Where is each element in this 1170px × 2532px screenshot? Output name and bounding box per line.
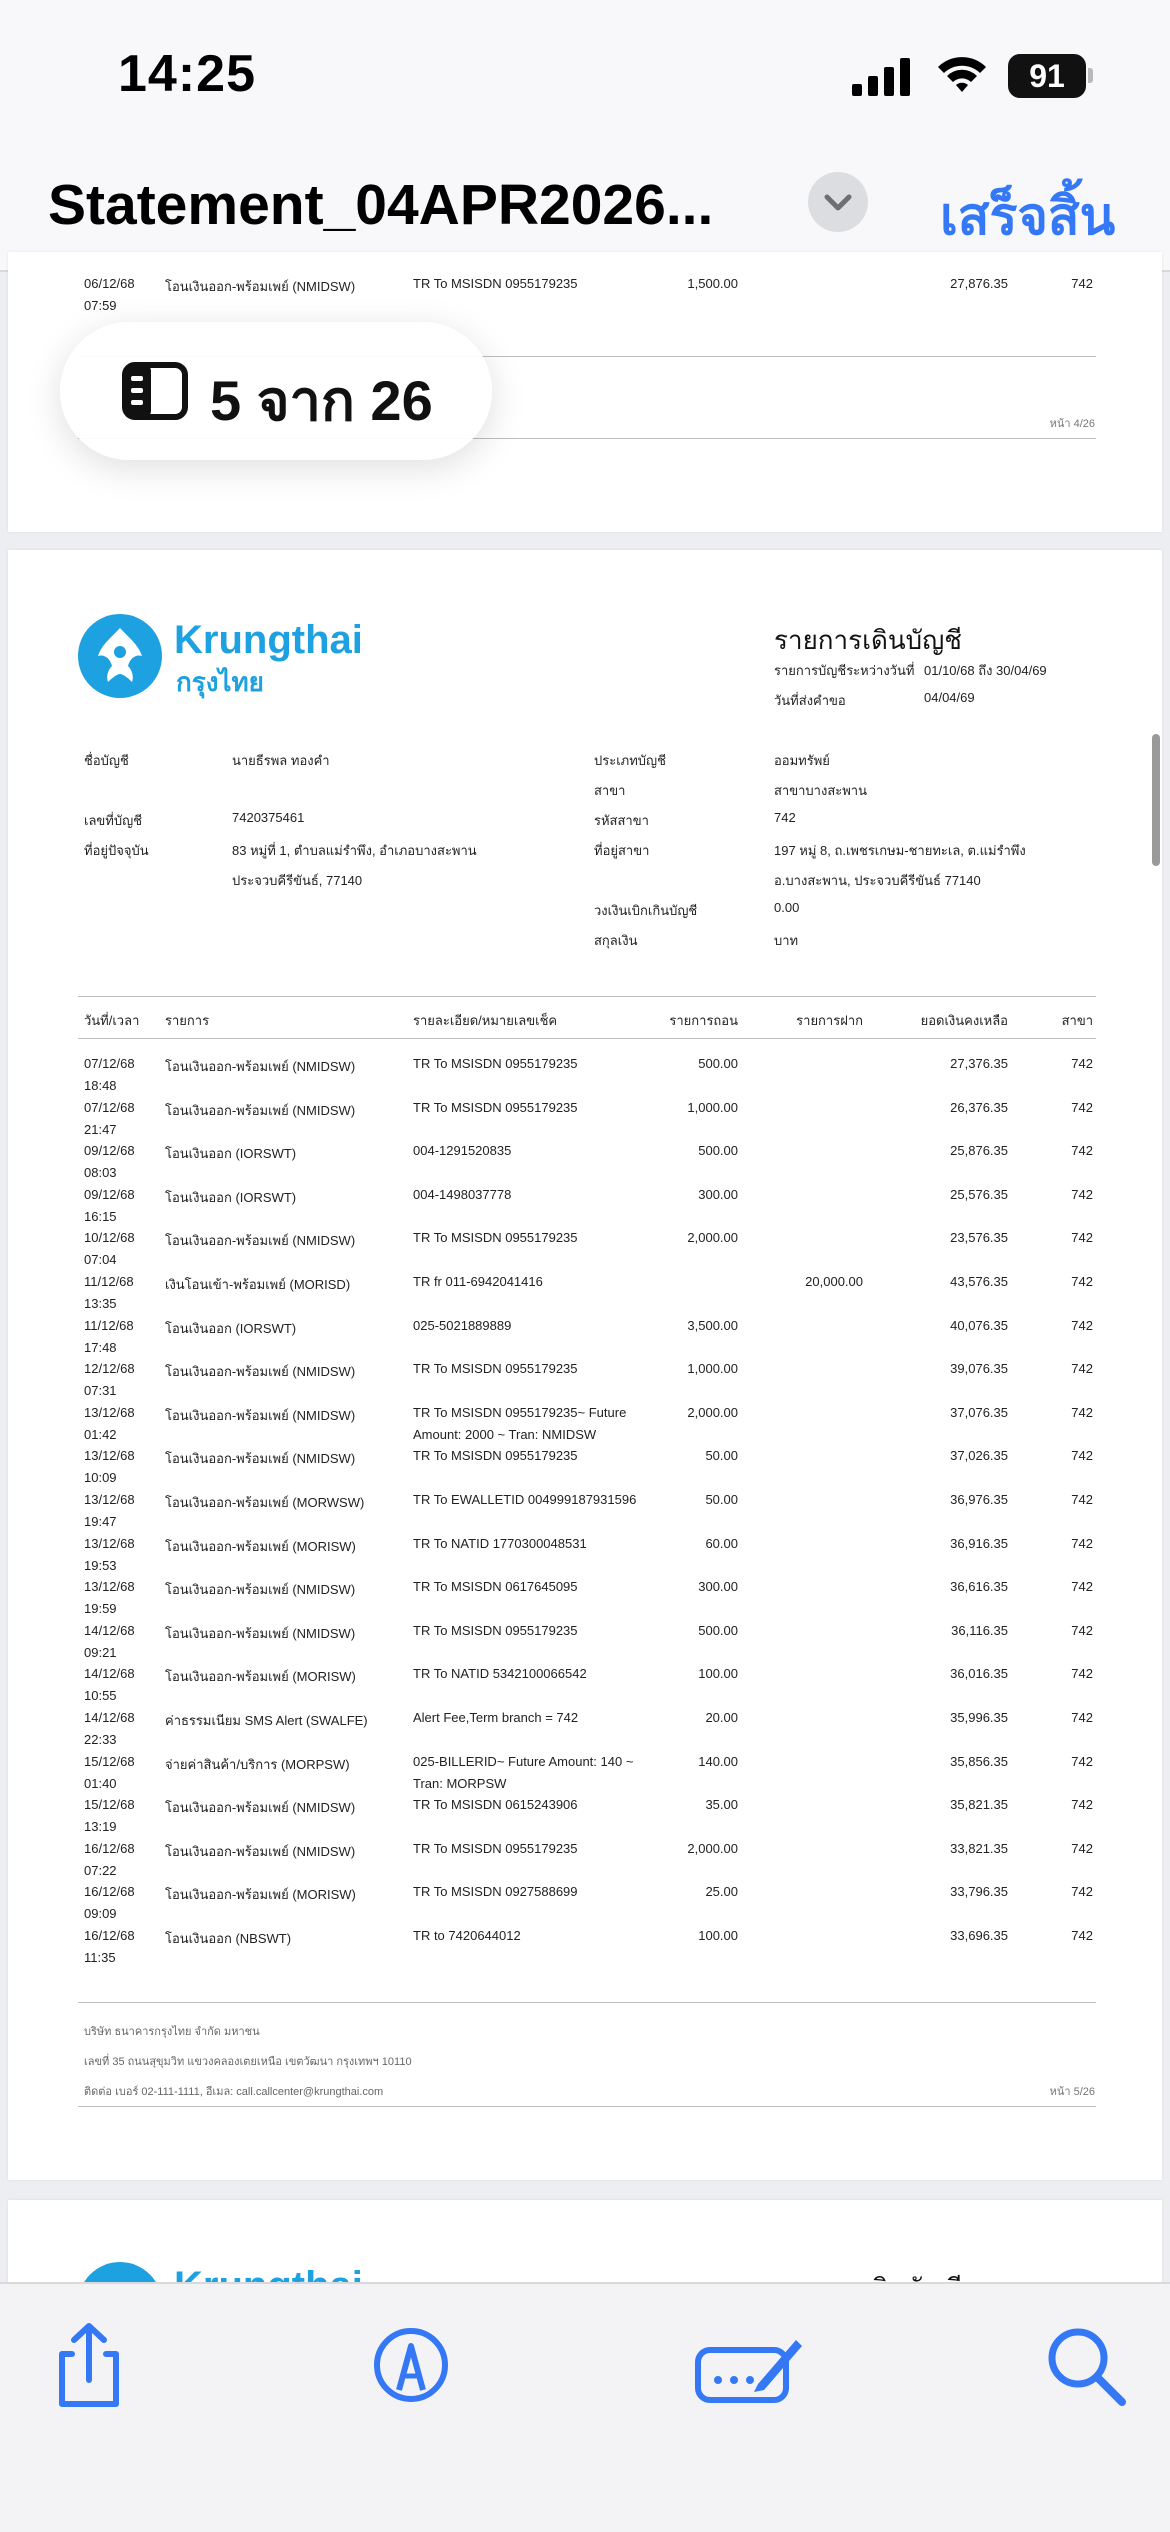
row-date: 09/12/68 — [84, 1187, 135, 1202]
row-type: โอนเงินออก-พร้อมเพย์ (MORISW) — [165, 1539, 356, 1554]
row-balance: 26,376.35 — [950, 1100, 1008, 1115]
info-value: นายธีรพล ทองคำ — [232, 753, 330, 768]
info-label: รหัสสาขา — [594, 813, 649, 828]
row-type: โอนเงินออก-พร้อมเพย์ (NMIDSW) — [165, 1800, 356, 1815]
row-withdraw: 20.00 — [705, 1710, 738, 1725]
prev-row-balance: 27,876.35 — [950, 276, 1008, 291]
page-counter-text: 5 จาก 26 — [210, 369, 433, 432]
period-label: รายการบัญชีระหว่างวันที่ — [774, 663, 915, 678]
info-label: ที่อยู่สาขา — [594, 843, 650, 858]
row-withdraw: 35.00 — [705, 1797, 738, 1812]
row-type: โอนเงินออก-พร้อมเพย์ (NMIDSW) — [165, 1103, 356, 1118]
row-detail: TR To MSISDN 0955179235 — [413, 1448, 578, 1463]
info-value: ออมทรัพย์ — [774, 753, 830, 768]
row-date: 16/12/68 — [84, 1841, 135, 1856]
footer-company: บริษัท ธนาคารกรุงไทย จำกัด มหาชน — [84, 2026, 260, 2038]
col-deposit: รายการฝาก — [796, 1013, 863, 1028]
row-type: โอนเงินออก-พร้อมเพย์ (MORISW) — [165, 1887, 356, 1902]
row-withdraw: 100.00 — [698, 1928, 738, 1943]
row-detail: TR To MSISDN 0955179235 — [413, 1841, 578, 1856]
sidebar-icon — [122, 362, 188, 420]
share-icon[interactable] — [44, 2320, 134, 2410]
info-value: 83 หมู่ที่ 1, ตำบลแม่รำพึง, อำเภอบางสะพาน — [232, 843, 477, 858]
row-branch: 742 — [1071, 1100, 1093, 1115]
row-type: โอนเงินออก-พร้อมเพย์ (NMIDSW) — [165, 1626, 356, 1641]
info-value: 742 — [774, 810, 796, 825]
row-type: โอนเงินออก-พร้อมเพย์ (NMIDSW) — [165, 1844, 356, 1859]
prev-row-time: 07:59 — [84, 298, 117, 313]
row-withdraw: 50.00 — [705, 1492, 738, 1507]
row-branch: 742 — [1071, 1623, 1093, 1638]
row-branch: 742 — [1071, 1579, 1093, 1594]
period-value: 01/10/68 ถึง 30/04/69 — [924, 663, 1047, 678]
signature-icon[interactable] — [694, 2320, 804, 2410]
row-type: โอนเงินออก-พร้อมเพย์ (NMIDSW) — [165, 1451, 356, 1466]
bottom-toolbar — [0, 2282, 1170, 2532]
info-label: ประเภทบัญชี — [594, 753, 666, 768]
row-withdraw: 140.00 — [698, 1754, 738, 1769]
row-balance: 25,876.35 — [950, 1143, 1008, 1158]
row-withdraw: 500.00 — [698, 1623, 738, 1638]
document-title[interactable]: Statement_04APR2026... — [48, 173, 714, 237]
row-date: 09/12/68 — [84, 1143, 135, 1158]
row-date: 15/12/68 — [84, 1797, 135, 1812]
row-withdraw: 3,500.00 — [687, 1318, 738, 1333]
chevron-down-icon — [808, 172, 868, 232]
row-withdraw: 1,000.00 — [687, 1361, 738, 1376]
row-branch: 742 — [1071, 1361, 1093, 1376]
row-branch: 742 — [1071, 1318, 1093, 1333]
row-type: โอนเงินออก-พร้อมเพย์ (NMIDSW) — [165, 1582, 356, 1597]
row-time: 16:15 — [84, 1209, 117, 1224]
col-type: รายการ — [165, 1013, 210, 1028]
row-balance: 23,576.35 — [950, 1230, 1008, 1245]
row-date: 11/12/68 — [84, 1318, 134, 1333]
row-balance: 36,976.35 — [950, 1492, 1008, 1507]
row-balance: 35,821.35 — [950, 1797, 1008, 1812]
row-type: ค่าธรรมเนียม SMS Alert (SWALFE) — [165, 1713, 368, 1728]
row-detail: TR To MSISDN 0955179235 — [413, 1230, 578, 1245]
row-date: 07/12/68 — [84, 1056, 135, 1071]
info-label: ที่อยู่ปัจจุบัน — [84, 843, 149, 858]
info-value: บาท — [774, 933, 799, 948]
row-balance: 35,996.35 — [950, 1710, 1008, 1725]
row-type: โอนเงินออก (IORSWT) — [165, 1321, 297, 1336]
prev-row-type: โอนเงินออก-พร้อมเพย์ (NMIDSW) — [165, 279, 356, 294]
row-detail: 004-1291520835 — [413, 1143, 512, 1158]
row-detail: TR To MSISDN 0615243906 — [413, 1797, 578, 1812]
footer-address: เลขที่ 35 ถนนสุขุมวิท แขวงคลองเตยเหนือ เขตวัฒนา กรุงเทพฯ 10110 — [84, 2056, 412, 2068]
row-detail-continued: Tran: MORPSW — [413, 1776, 507, 1791]
info-label: สกุลเงิน — [594, 933, 638, 948]
search-icon[interactable] — [1040, 2320, 1130, 2410]
row-withdraw: 500.00 — [698, 1056, 738, 1071]
row-time: 01:40 — [84, 1776, 117, 1791]
row-time: 19:59 — [84, 1601, 117, 1616]
row-branch: 742 — [1071, 1230, 1093, 1245]
row-time: 10:55 — [84, 1688, 117, 1703]
row-withdraw: 2,000.00 — [687, 1405, 738, 1420]
page-counter[interactable] — [60, 322, 492, 460]
row-type: โอนเงินออก (IORSWT) — [165, 1190, 297, 1205]
row-type: โอนเงินออก (NBSWT) — [165, 1931, 292, 1946]
row-balance: 36,016.35 — [950, 1666, 1008, 1681]
row-balance: 36,116.35 — [951, 1623, 1008, 1638]
row-detail: TR To NATID 5342100066542 — [413, 1666, 587, 1681]
info-value: 7420375461 — [232, 810, 305, 825]
krungthai-logo-icon — [78, 614, 162, 698]
row-withdraw: 50.00 — [705, 1448, 738, 1463]
row-detail: TR To MSISDN 0927588699 — [413, 1884, 578, 1899]
prev-row-branch: 742 — [1071, 276, 1093, 291]
row-balance: 39,076.35 — [950, 1361, 1008, 1376]
row-balance: 35,856.35 — [950, 1754, 1008, 1769]
row-balance: 37,026.35 — [950, 1448, 1008, 1463]
row-branch: 742 — [1071, 1492, 1093, 1507]
row-date: 07/12/68 — [84, 1100, 135, 1115]
row-date: 16/12/68 — [84, 1884, 135, 1899]
row-balance: 36,916.35 — [950, 1536, 1008, 1551]
page-number: หน้า 5/26 — [1049, 2086, 1095, 2098]
row-withdraw: 1,000.00 — [687, 1100, 738, 1115]
row-balance: 33,696.35 — [950, 1928, 1008, 1943]
status-time: 14:25 — [118, 45, 256, 103]
row-time: 13:35 — [84, 1296, 117, 1311]
prev-page-number: หน้า 4/26 — [1049, 418, 1095, 430]
bank-name-en: Krungthai — [174, 618, 363, 662]
row-type: เงินโอนเข้า-พร้อมเพย์ (MORISD) — [165, 1277, 351, 1292]
info-label: วงเงินเบิกเกินบัญชี — [594, 903, 698, 918]
row-balance: 33,821.35 — [950, 1841, 1008, 1856]
row-branch: 742 — [1071, 1143, 1093, 1158]
row-detail: TR To MSISDN 0955179235 — [413, 1100, 578, 1115]
row-date: 16/12/68 — [84, 1928, 135, 1943]
row-time: 07:31 — [84, 1383, 117, 1398]
row-time: 07:22 — [84, 1863, 117, 1878]
row-date: 10/12/68 — [84, 1230, 135, 1245]
row-detail: TR To MSISDN 0617645095 — [413, 1579, 578, 1594]
row-balance: 40,076.35 — [950, 1318, 1008, 1333]
info-value: 197 หมู่ 8, ถ.เพชรเกษม-ชายทะเล, ต.แม่รำพึง — [774, 843, 1026, 858]
row-type: โอนเงินออก-พร้อมเพย์ (NMIDSW) — [165, 1408, 356, 1423]
markup-icon[interactable] — [366, 2320, 456, 2410]
scrollbar[interactable] — [1152, 734, 1160, 866]
row-time: 17:48 — [84, 1340, 117, 1355]
row-time: 21:47 — [84, 1122, 117, 1137]
row-detail: TR To MSISDN 0955179235 — [413, 1623, 578, 1638]
row-detail: 025-BILLERID~ Future Amount: 140 ~ — [413, 1754, 634, 1769]
pdf-page-5 — [8, 550, 1162, 2180]
row-type: โอนเงินออก (IORSWT) — [165, 1146, 297, 1161]
row-balance: 37,076.35 — [950, 1405, 1008, 1420]
row-time: 01:42 — [84, 1427, 117, 1442]
col-withdraw: รายการถอน — [669, 1013, 738, 1028]
row-date: 11/12/68 — [84, 1274, 134, 1289]
row-date: 13/12/68 — [84, 1579, 135, 1594]
row-detail-continued: Amount: 2000 ~ Tran: NMIDSW — [413, 1427, 597, 1442]
row-time: 18:48 — [84, 1078, 117, 1093]
info-value: ประจวบคีรีขันธ์, 77140 — [232, 873, 363, 888]
row-time: 19:47 — [84, 1514, 117, 1529]
row-type: โอนเงินออก-พร้อมเพย์ (MORWSW) — [165, 1495, 365, 1510]
row-withdraw: 100.00 — [698, 1666, 738, 1681]
row-date: 13/12/68 — [84, 1536, 135, 1551]
row-withdraw: 300.00 — [698, 1187, 738, 1202]
col-branch: สาขา — [1061, 1013, 1093, 1028]
row-branch: 742 — [1071, 1274, 1093, 1289]
row-branch: 742 — [1071, 1536, 1093, 1551]
done-button[interactable]: เสร็จสิ้น — [940, 188, 1116, 246]
row-detail: TR To EWALLETID 004999187931596 — [413, 1492, 637, 1507]
row-balance: 43,576.35 — [950, 1274, 1008, 1289]
row-withdraw: 2,000.00 — [687, 1230, 738, 1245]
row-type: จ่ายค่าสินค้า/บริการ (MORPSW) — [165, 1757, 350, 1772]
row-branch: 742 — [1071, 1056, 1093, 1071]
row-balance: 36,616.35 — [950, 1579, 1008, 1594]
col-balance: ยอดเงินคงเหลือ — [920, 1013, 1008, 1028]
info-label: ชื่อบัญชี — [84, 753, 129, 768]
info-value: สาขาบางสะพาน — [774, 783, 867, 798]
row-date: 14/12/68 — [84, 1666, 135, 1681]
row-branch: 742 — [1071, 1884, 1093, 1899]
info-label: เลขที่บัญชี — [84, 813, 143, 828]
row-detail: TR To MSISDN 0955179235 — [413, 1056, 578, 1071]
row-time: 09:09 — [84, 1906, 117, 1921]
row-date: 14/12/68 — [84, 1710, 135, 1725]
row-withdraw: 300.00 — [698, 1579, 738, 1594]
row-date: 13/12/68 — [84, 1405, 135, 1420]
row-detail: TR To MSISDN 0955179235~ Future — [413, 1405, 627, 1420]
row-branch: 742 — [1071, 1666, 1093, 1681]
row-date: 13/12/68 — [84, 1448, 135, 1463]
status-bar — [0, 0, 1170, 150]
wifi-icon — [936, 52, 988, 96]
row-type: โอนเงินออก-พร้อมเพย์ (NMIDSW) — [165, 1364, 356, 1379]
row-withdraw: 2,000.00 — [687, 1841, 738, 1856]
title-menu-button[interactable] — [808, 172, 868, 232]
row-detail: 004-1498037778 — [413, 1187, 512, 1202]
row-branch: 742 — [1071, 1405, 1093, 1420]
bank-name-th: กรุงไทย — [176, 667, 264, 697]
row-type: โอนเงินออก-พร้อมเพย์ (NMIDSW) — [165, 1233, 356, 1248]
col-datetime: วันที่/เวลา — [84, 1013, 140, 1028]
row-detail: Alert Fee,Term branch = 742 — [413, 1710, 579, 1725]
document-viewport[interactable] — [0, 272, 1170, 2282]
battery-level: 91 — [1008, 54, 1086, 98]
prev-row-withdraw: 1,500.00 — [687, 276, 738, 291]
row-time: 07:04 — [84, 1252, 117, 1267]
row-type: โอนเงินออก-พร้อมเพย์ (MORISW) — [165, 1669, 356, 1684]
row-time: 19:53 — [84, 1558, 117, 1573]
request-date-label: วันที่ส่งคำขอ — [774, 693, 846, 708]
row-withdraw: 60.00 — [705, 1536, 738, 1551]
row-detail: TR to 7420644012 — [413, 1928, 521, 1943]
battery-icon — [1008, 54, 1094, 98]
info-label: สาขา — [594, 783, 626, 798]
row-balance: 27,376.35 — [950, 1056, 1008, 1071]
row-time: 11:35 — [84, 1950, 116, 1965]
row-withdraw: 500.00 — [698, 1143, 738, 1158]
row-branch: 742 — [1071, 1754, 1093, 1769]
row-time: 22:33 — [84, 1732, 117, 1747]
info-value: 0.00 — [774, 900, 800, 915]
row-branch: 742 — [1071, 1710, 1093, 1725]
col-detail: รายละเอียด/หมายเลขเช็ค — [413, 1013, 558, 1028]
row-time: 09:21 — [84, 1645, 117, 1660]
row-type: โอนเงินออก-พร้อมเพย์ (NMIDSW) — [165, 1059, 356, 1074]
row-detail: TR To NATID 1770300048531 — [413, 1536, 587, 1551]
row-date: 14/12/68 — [84, 1623, 135, 1638]
prev-row-detail: TR To MSISDN 0955179235 — [413, 276, 578, 291]
row-date: 15/12/68 — [84, 1754, 135, 1769]
prev-row-date: 06/12/68 — [84, 276, 135, 291]
row-withdraw: 25.00 — [705, 1884, 738, 1899]
row-detail: 025-5021889889 — [413, 1318, 512, 1333]
cellular-signal-icon — [852, 58, 912, 96]
info-value: อ.บางสะพาน, ประจวบคีรีขันธ์ 77140 — [774, 873, 981, 888]
request-date-value: 04/04/69 — [924, 690, 975, 705]
row-branch: 742 — [1071, 1841, 1093, 1856]
footer-contact: ติดต่อ เบอร์ 02-111-1111, อีเมล: call.callcenter@krungthai.com — [84, 2086, 384, 2098]
row-balance: 25,576.35 — [950, 1187, 1008, 1202]
row-deposit: 20,000.00 — [805, 1274, 863, 1289]
statement-title: รายการเดินบัญชี — [774, 625, 962, 655]
row-balance: 33,796.35 — [950, 1884, 1008, 1899]
row-time: 08:03 — [84, 1165, 117, 1180]
row-date: 13/12/68 — [84, 1492, 135, 1507]
row-time: 10:09 — [84, 1470, 117, 1485]
row-branch: 742 — [1071, 1187, 1093, 1202]
row-date: 12/12/68 — [84, 1361, 135, 1376]
row-branch: 742 — [1071, 1928, 1093, 1943]
row-time: 13:19 — [84, 1819, 117, 1834]
row-detail: TR To MSISDN 0955179235 — [413, 1361, 578, 1376]
row-branch: 742 — [1071, 1448, 1093, 1463]
row-branch: 742 — [1071, 1797, 1093, 1812]
row-detail: TR fr 011-6942041416 — [413, 1274, 543, 1289]
